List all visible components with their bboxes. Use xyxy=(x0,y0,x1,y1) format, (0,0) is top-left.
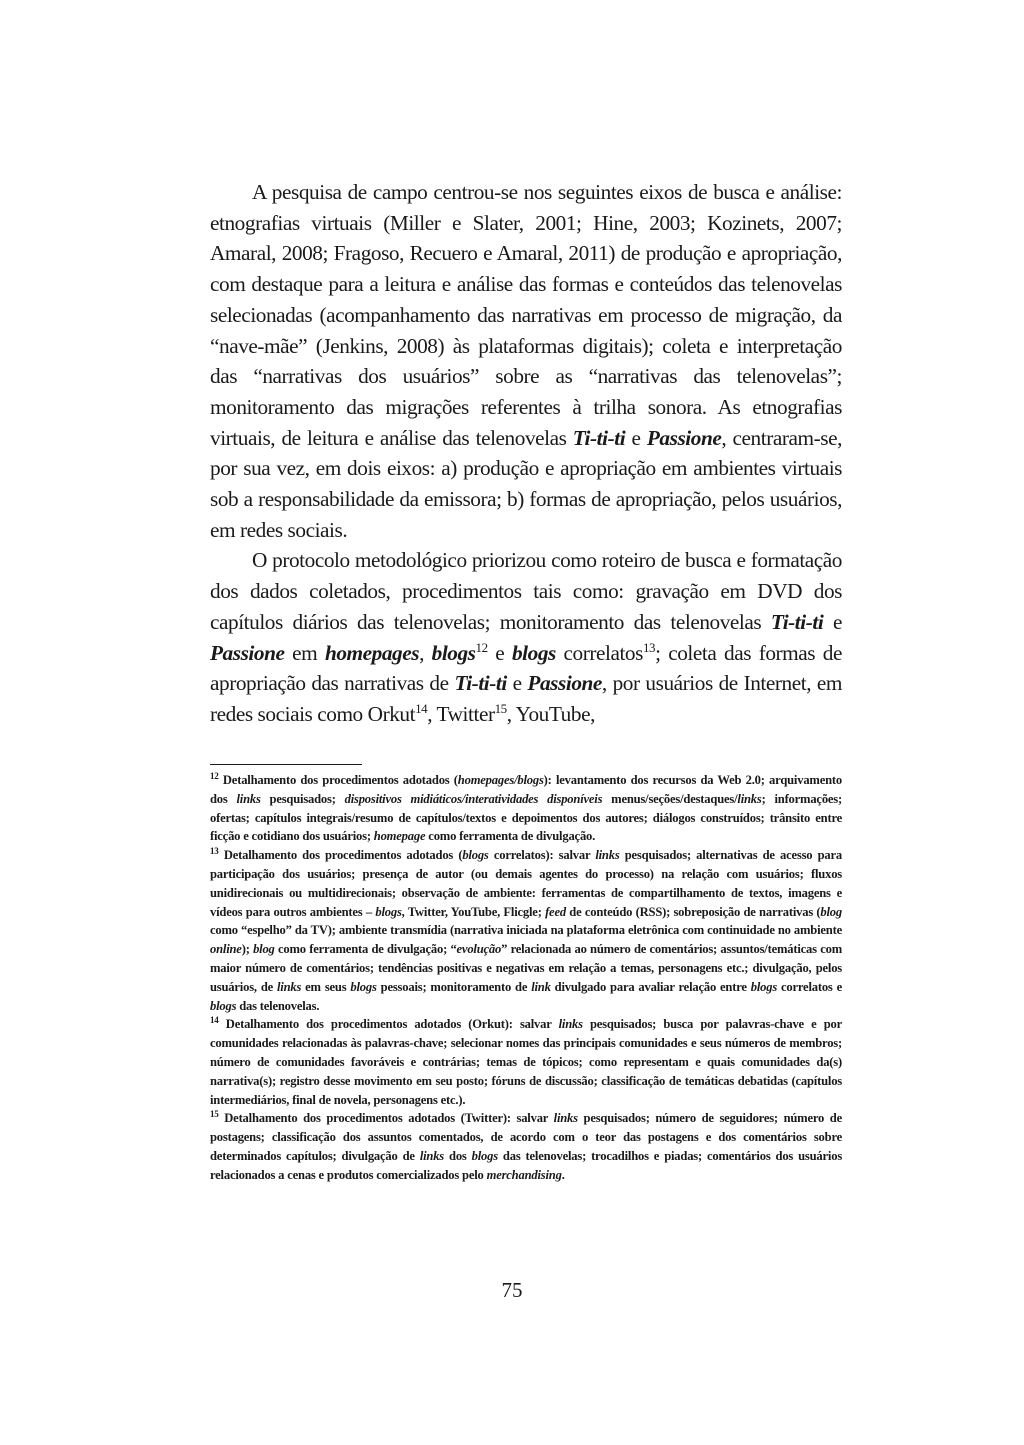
footnote-divider xyxy=(210,764,362,765)
italic-term: links xyxy=(236,791,261,806)
text-run: ); xyxy=(241,942,254,957)
text-run: Detalhamento dos procedimentos adotados (Orkut): salvar xyxy=(218,1017,559,1032)
text-run: , YouTube, xyxy=(506,701,595,726)
footnote-ref-15[interactable]: 15 xyxy=(494,700,507,716)
text-run: e xyxy=(506,671,528,696)
italic-term: online xyxy=(210,942,242,957)
footnote-number: 13 xyxy=(210,846,219,856)
footnote-ref-13[interactable]: 13 xyxy=(642,639,656,655)
text-run: A pesquisa de campo centrou-se nos seguintes eixos de busca e análise: etnografias virtuais (Miller e Slater, 2001; Hine, 2003; Kozinets, 2007; Amaral, 2008; Fragoso, Recuero e Amaral, 2011) de produção e apropriação, com destaque para a leitura e análise das formas e conteúdos das telenovelas selecionadas (acompanhamento das narrativas em processo de migração, da “nave-mãe” (Jenkins, 2008) às plataformas digitais); coleta e interpretação das “narrativas dos usuários” sobre as “narrativas das telenovelas”; monitoramento das migrações referentes à trilha sonora. As etnografias virtuais, de leitura e análise das telenovelas xyxy=(210,180,842,450)
italic-term: homepages xyxy=(324,640,420,665)
footnote-ref-12[interactable]: 12 xyxy=(475,639,488,655)
italic-term: blogs xyxy=(350,979,377,994)
text-run: ; coleta das formas de apropriação das narrativas de xyxy=(210,640,842,696)
italic-term: homepage xyxy=(373,829,426,844)
text-run: de conteúdo (RSS); sobreposição de narrativas ( xyxy=(565,904,821,919)
main-body-text xyxy=(210,177,842,730)
italic-term: links xyxy=(419,1148,445,1163)
italic-term: evolução xyxy=(456,942,502,957)
italic-term: blogs xyxy=(210,998,237,1013)
italic-term: links xyxy=(737,791,762,806)
italic-term: blog xyxy=(253,942,275,957)
text-run: , xyxy=(419,640,432,665)
text-run: pesquisados; número de seguidores; número de postagens; classificação dos assuntos comentados, de acordo com o teor das postagens e dos comentários sobre determinados capítulos; divulgação de xyxy=(210,1111,842,1163)
text-run: Detalhamento dos procedimentos adotados ( xyxy=(218,773,458,787)
telenovela-title: Ti-ti-ti xyxy=(770,609,824,634)
text-run: ): levantamento dos recursos da Web 2.0; arquivamento dos xyxy=(210,773,842,806)
footnote-14 xyxy=(210,1015,842,1109)
text-run: das telenovelas; trocadilhos e piadas; comentários dos usuários relacionados a cenas e produtos comercializados pelo xyxy=(210,1148,843,1182)
text-run: Detalhamento dos procedimentos adotados ( xyxy=(218,848,463,863)
text-run: em xyxy=(284,640,325,665)
paragraph-1 xyxy=(210,177,842,545)
text-run: menus/seções/destaques/ xyxy=(602,791,738,806)
text-run: e xyxy=(487,640,512,665)
text-run: como ferramenta de divulgação; “ xyxy=(274,942,457,957)
text-run: Detalhamento dos procedimentos adotados (Twitter): salvar xyxy=(218,1111,554,1126)
italic-term: blogs xyxy=(750,979,778,994)
italic-term: blogs xyxy=(431,640,476,665)
text-run: e xyxy=(625,425,647,450)
italic-term: blog xyxy=(820,904,842,919)
telenovela-title: Passione xyxy=(210,640,285,665)
text-run: como “espelho” da TV); ambiente transmídia (narrativa iniciada na plataforma eletrônica com continuidade no ambiente xyxy=(210,923,842,938)
footnotes-section xyxy=(210,771,842,1185)
italic-term: blogs xyxy=(511,640,556,665)
text-run: ” relacionada ao número de comentários; assuntos/temáticas com maior número de comentários; tendências positivas e negativas em relação a temas, personagens etc.; divulgação, pelos usuários, de xyxy=(210,942,842,994)
telenovela-title: Ti-ti-ti xyxy=(572,425,626,450)
footnote-13 xyxy=(210,846,842,1015)
italic-term: blogs xyxy=(471,1148,498,1163)
italic-term: link xyxy=(531,979,551,994)
telenovela-title: Passione xyxy=(646,425,722,450)
text-run: . xyxy=(561,1167,565,1182)
footnote-number: 12 xyxy=(210,770,219,781)
text-run: , por usuários de Internet, em redes sociais como Orkut xyxy=(210,671,842,726)
text-run: pessoais; monitoramento de xyxy=(376,979,532,994)
text-run: pesquisados; busca por palavras-chave e por comunidades relacionadas às palavras-chave; selecionar nomes das principais comunidades e seus números de membros; número de comunidades favoráveis e contrárias; temas de tópicos; como representam e quais comunidades da(s) narrativa(s); registro desse movimento em seu posto; fóruns de discussão; classificação de temáticas debatidas (capítulos intermediários, final de novela, personagens etc.). xyxy=(210,1017,842,1107)
italic-term: blogs xyxy=(375,904,402,919)
telenovela-title: Passione xyxy=(527,671,602,696)
text-run: dos xyxy=(444,1148,472,1163)
page-number: 75 xyxy=(501,1278,523,1302)
footnote-number: 15 xyxy=(210,1109,219,1120)
text-run: , centraram-se, por sua vez, em dois eixos: a) produção e apropriação em ambientes virtuais sob a responsabilidade da emissora; b) formas de apropriação, pelos usuários, em redes sociais. xyxy=(210,425,842,542)
text-run: pesquisados; alternativas de acesso para participação dos usuários; presença de autor (ou demais agentes do processo) na relação com usuários; fluxos unidirecionais ou multidirecionais; observação de ambiente: ferramentas de compartilhamento de textos, imagens e vídeos para outros ambientes – xyxy=(210,848,842,919)
italic-term: blogs xyxy=(462,848,489,863)
text-run: , Twitter xyxy=(427,701,495,726)
italic-term: links xyxy=(595,848,620,863)
text-run: divulgado para avaliar relação entre xyxy=(550,979,751,994)
italic-term: merchandising xyxy=(486,1167,562,1182)
text-run: correlatos): salvar xyxy=(488,848,596,863)
text-run: pesquisados; xyxy=(260,791,345,806)
text-run: ; informações; ofertas; capítulos integrais/resumo de capítulos/textos e depoimentos dos autores; diálogos construídos; trânsito entre ficção e cotidiano dos usuários; xyxy=(210,791,843,844)
text-run: O protocolo metodológico priorizou como roteiro de busca e formatação dos dados coletados, procedimentos tais como: gravação em DVD dos capítulos diários das telenovelas; monitoramento das telenovelas xyxy=(210,548,842,634)
text-run: em seus xyxy=(301,979,351,994)
text-run: como ferramenta de divulgação. xyxy=(425,829,596,844)
telenovela-title: Ti-ti-ti xyxy=(454,671,507,696)
italic-term: links xyxy=(276,979,302,994)
italic-term: links xyxy=(558,1017,583,1032)
italic-term: homepages/blogs xyxy=(457,773,544,787)
text-run: e xyxy=(823,609,842,634)
footnote-ref-14[interactable]: 14 xyxy=(415,700,428,716)
footnote-12 xyxy=(210,771,842,846)
italic-term: links xyxy=(553,1111,578,1126)
paragraph-2 xyxy=(210,545,842,729)
text-run: correlatos xyxy=(555,640,643,665)
text-run: , Twitter, YouTube, Flicgle; xyxy=(401,904,546,919)
text-run: das telenovelas. xyxy=(236,998,320,1013)
text-run: correlatos e xyxy=(777,979,842,994)
footnote-15 xyxy=(210,1109,842,1184)
italic-term: feed xyxy=(545,904,566,919)
italic-term: dispositivos midiáticos/interatividades disponíveis xyxy=(344,791,603,806)
footnote-number: 14 xyxy=(210,1015,219,1026)
